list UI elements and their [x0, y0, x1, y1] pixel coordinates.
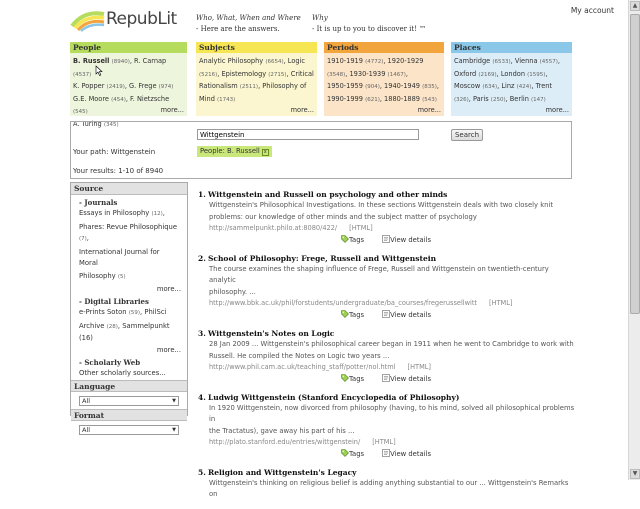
- count-badge: (454): [111, 96, 126, 103]
- category-line: [73, 81, 184, 94]
- format-heading: Format: [71, 409, 187, 421]
- result-snippet: The course examines the shaping influence of Frege, Russell and Wittgenstein on twentieth-century analytic: [209, 265, 549, 284]
- tags-button[interactable]: [341, 375, 364, 383]
- result-snippet: Wittgenstein's thinking on religious belief is adding anything substantial to our ... Wittgenstein's Remarks on: [209, 479, 569, 498]
- details-icon: [382, 375, 390, 383]
- source-item-suffix: ,: [162, 209, 165, 217]
- source-item-suffix: , PhilSci: [140, 308, 167, 316]
- result-number: 2.: [198, 254, 206, 263]
- view-details-label: View details: [390, 450, 431, 458]
- category-link[interactable]: , Linz: [497, 82, 515, 90]
- result-title-link[interactable]: Ludwig Wittgenstein (Stanford Encyclopedia of Philosophy): [208, 393, 460, 402]
- tags-label: Tags: [349, 375, 365, 383]
- count-badge: (250): [490, 96, 506, 103]
- count-badge: (3548): [327, 71, 346, 78]
- result-html-link[interactable]: [HTML]: [372, 438, 396, 446]
- result-url[interactable]: http://plato.stanford.edu/entries/wittgenstein/: [209, 438, 361, 446]
- category-link[interactable]: , 1880-1889: [379, 94, 420, 103]
- tagline-why: [312, 13, 426, 35]
- result-html-link[interactable]: [HTML]: [407, 363, 432, 371]
- source-item[interactable]: [71, 320, 187, 345]
- scroll-up-arrow-icon[interactable]: ▲: [630, 1, 640, 11]
- logo-arcs-icon: [70, 8, 106, 32]
- count-badge: (12): [151, 211, 163, 217]
- result-snippet: philosophy. ...: [209, 288, 256, 296]
- view-details-button[interactable]: [382, 311, 431, 319]
- category-link[interactable]: , 1920-1929: [383, 57, 424, 65]
- language-select-value: All: [82, 397, 91, 405]
- count-badge: (5216): [199, 71, 218, 78]
- count-badge: (634): [482, 84, 498, 90]
- count-badge: (4557): [539, 59, 558, 65]
- count-badge: (2169): [478, 71, 497, 78]
- category-line: [327, 81, 441, 94]
- category-line: [199, 81, 314, 94]
- details-icon: [382, 236, 390, 244]
- filter-tag-label: People: B. Russell: [200, 147, 260, 155]
- result-actions: [198, 310, 576, 320]
- count-badge: (1743): [217, 96, 236, 103]
- count-badge: (59): [128, 310, 141, 316]
- language-select[interactable]: [79, 396, 179, 406]
- tag-icon: [341, 375, 349, 383]
- search-input[interactable]: [197, 129, 419, 140]
- count-badge: (2715): [268, 71, 287, 78]
- category-link[interactable]: , Vienna: [510, 57, 538, 65]
- count-badge: (5): [117, 274, 126, 280]
- periods-box: [324, 42, 444, 116]
- result-title[interactable]: [198, 393, 576, 402]
- source-item[interactable]: [71, 306, 187, 320]
- result-snippet: In 1920 Wittgenstein, now divorced from philosophy (having, to his mind, solved all philosophical problems in: [209, 404, 575, 423]
- source-item[interactable]: [71, 207, 187, 221]
- source-more-link[interactable]: more...: [156, 346, 181, 354]
- category-link[interactable]: Cambridge: [454, 57, 491, 65]
- count-badge: (7): [79, 236, 87, 242]
- count-badge: (4537): [73, 71, 92, 78]
- count-badge: (1467): [387, 71, 406, 78]
- count-badge: (621): [365, 96, 380, 103]
- count-badge: (545): [73, 109, 88, 115]
- category-line: [199, 56, 314, 69]
- category-link[interactable]: , 1930-1939: [345, 69, 386, 78]
- result-title-link[interactable]: School of Philosophy: Frege, Russell and Wittgenstein: [208, 254, 437, 263]
- category-link[interactable]: , Philosophy of: [258, 82, 307, 90]
- periods-heading[interactable]: Periods: [324, 42, 444, 53]
- source-item-label: e-Prints Soton: [79, 308, 127, 316]
- view-details-label: View details: [390, 311, 431, 319]
- category-line: [327, 69, 441, 82]
- count-badge: (8940): [111, 59, 130, 65]
- tags-label: Tags: [349, 311, 365, 319]
- count-badge: (326): [454, 96, 469, 103]
- count-badge: (904): [365, 84, 380, 90]
- result-snippet: the Tractatus), gave away his part of his ...: [209, 427, 355, 435]
- search-result: [198, 254, 576, 320]
- category-line: [327, 56, 441, 69]
- count-badge: (424): [516, 84, 532, 90]
- count-badge: (6654): [265, 59, 284, 65]
- source-item-suffix: ,: [86, 234, 89, 242]
- subjects-heading[interactable]: Subjects: [196, 42, 317, 53]
- source-group-heading[interactable]: - Digital Libraries: [79, 297, 149, 306]
- source-item-label: Phares: Revue Philosophique: [79, 223, 178, 231]
- category-link[interactable]: , R. Carnap: [129, 57, 167, 65]
- source-item-label: Philosophy: [79, 272, 116, 280]
- result-html-link[interactable]: [HTML]: [489, 299, 513, 307]
- category-link[interactable]: , 1940-1949: [379, 82, 420, 90]
- category-line: [199, 69, 314, 82]
- source-item-label: Other scholarly sources...: [79, 369, 166, 377]
- category-link[interactable]: , Logic: [283, 57, 306, 65]
- category-link[interactable]: ,: [545, 69, 548, 78]
- tagline-who-what: [196, 13, 301, 35]
- places-heading[interactable]: Places: [451, 42, 572, 53]
- source-group-heading[interactable]: - Journals: [79, 198, 118, 207]
- view-details-label: View details: [390, 375, 431, 383]
- result-number: 5.: [198, 468, 206, 477]
- result-url-line: [198, 223, 576, 234]
- category-link[interactable]: 1950-1959: [327, 82, 363, 90]
- result-url-line: [198, 362, 576, 373]
- category-link[interactable]: ,: [405, 69, 408, 78]
- source-item-label: Essays in Philosophy: [79, 209, 150, 217]
- language-heading: Language: [71, 380, 187, 392]
- result-number: 1.: [198, 190, 206, 199]
- category-link[interactable]: Rationalism: [199, 82, 238, 90]
- scroll-down-arrow-icon[interactable]: ▼: [630, 469, 640, 479]
- result-html-link[interactable]: [HTML]: [349, 224, 373, 232]
- result-number: 3.: [198, 329, 206, 338]
- result-title[interactable]: [198, 329, 576, 338]
- result-title[interactable]: [198, 468, 576, 477]
- source-item-label: International Journal for Moral: [79, 248, 160, 267]
- category-link[interactable]: B. Russell: [73, 57, 110, 65]
- result-title-link[interactable]: Wittgenstein and Russell on psychology and other minds: [208, 190, 448, 199]
- category-link[interactable]: Mind: [199, 94, 215, 103]
- category-link[interactable]: A. Turing: [73, 119, 102, 128]
- category-line: [454, 81, 569, 94]
- category-link[interactable]: , F. Nietzsche: [125, 94, 170, 103]
- count-badge: (345): [103, 121, 119, 128]
- result-snippet: Wittgenstein's Philosophical Investigations. In these sections Wittgenstein deals with two closely knit: [209, 201, 554, 209]
- count-badge: (28): [106, 324, 118, 330]
- people-more-link[interactable]: more...: [160, 106, 184, 114]
- source-heading: Source: [71, 183, 187, 195]
- tags-button[interactable]: [341, 450, 364, 458]
- people-heading[interactable]: People: [70, 42, 187, 53]
- category-link[interactable]: , Trent: [531, 82, 553, 90]
- source-item[interactable]: [71, 367, 187, 380]
- count-badge: (4772): [365, 59, 384, 65]
- category-link[interactable]: , G. Frege: [124, 82, 157, 90]
- category-link[interactable]: , Berlin: [505, 94, 529, 103]
- category-line: [454, 69, 569, 82]
- count-badge: (6533): [492, 59, 511, 65]
- result-title[interactable]: [198, 254, 576, 263]
- view-details-button[interactable]: [382, 375, 431, 383]
- count-badge: (147): [531, 96, 546, 103]
- source-item-suffix: , Sammelpunkt (16): [79, 322, 170, 342]
- result-url-line: [198, 298, 576, 309]
- tagline-subtitle: - Here are the answers.: [196, 25, 280, 33]
- my-account-link[interactable]: My account: [570, 6, 614, 15]
- result-url-line: [198, 437, 576, 448]
- category-link[interactable]: , Paris: [468, 94, 489, 103]
- source-item[interactable]: [71, 270, 187, 284]
- subjects-more-link[interactable]: more...: [290, 106, 314, 114]
- search-path: Your path: Wittgenstein: [73, 148, 156, 156]
- tagline-title: Why: [312, 14, 328, 22]
- tags-button[interactable]: [341, 236, 364, 244]
- result-actions: [198, 449, 576, 459]
- result-number: 4.: [198, 393, 206, 402]
- places-more-link[interactable]: more...: [545, 106, 569, 114]
- result-actions: [198, 374, 576, 384]
- source-more-link[interactable]: more...: [156, 285, 181, 293]
- result-snippet: problems: our knowledge of other minds and the subject matter of psychology: [209, 213, 477, 221]
- category-link[interactable]: G.E. Moore: [73, 94, 109, 103]
- source-groups: [71, 195, 187, 380]
- result-title[interactable]: [198, 190, 576, 199]
- search-result: [198, 190, 576, 245]
- count-badge: (2419): [106, 84, 125, 90]
- category-link[interactable]: 1910-1919: [327, 57, 363, 65]
- view-details-button[interactable]: [382, 450, 431, 458]
- scrollbar-thumb[interactable]: [630, 14, 640, 314]
- people-box: [70, 42, 187, 128]
- details-icon: [382, 450, 390, 458]
- count-badge: (1595): [527, 71, 546, 78]
- category-link[interactable]: ,: [436, 82, 440, 90]
- results-list: [198, 190, 576, 509]
- republit-logo[interactable]: [70, 8, 190, 34]
- tags-label: Tags: [349, 450, 365, 458]
- category-line: [454, 94, 569, 107]
- category-line: [327, 94, 441, 107]
- category-link[interactable]: Moscow: [454, 82, 481, 90]
- active-filter-tag[interactable]: [197, 146, 272, 157]
- search-button[interactable]: Search: [451, 129, 483, 141]
- tag-icon: [341, 236, 349, 244]
- results-count: Your results: 1-10 of 8940: [70, 164, 572, 179]
- vertical-scrollbar[interactable]: [628, 0, 640, 480]
- source-item-label: Archive: [79, 322, 105, 330]
- search-result: [198, 329, 576, 384]
- category-link[interactable]: , Epistemology: [217, 69, 267, 78]
- source-item[interactable]: [71, 221, 187, 246]
- search-result: [198, 468, 576, 500]
- places-box: [451, 42, 572, 116]
- tagline-subtitle: - It is up to you to discover it! ™: [312, 25, 427, 33]
- tagline-title: Who, What, When and Where: [196, 14, 301, 22]
- count-badge: (974): [158, 84, 174, 90]
- result-title-link[interactable]: Wittgenstein's Notes on Logic: [208, 329, 335, 338]
- search-result: [198, 393, 576, 459]
- result-actions: [198, 235, 576, 245]
- category-link[interactable]: , Critical: [286, 69, 314, 78]
- logo-text: RepubLit: [106, 9, 177, 29]
- source-item[interactable]: [71, 246, 187, 270]
- dropdown-arrow-icon: ▼: [172, 427, 176, 433]
- format-select-value: All: [82, 426, 91, 434]
- category-link[interactable]: , London: [496, 69, 526, 78]
- count-badge: (835): [422, 84, 437, 90]
- result-url[interactable]: http://www.phil.cam.ac.uk/teaching_staff/potter/nol.html: [209, 363, 396, 371]
- dropdown-arrow-icon: ▼: [172, 398, 176, 404]
- category-line: [454, 56, 569, 69]
- category-link[interactable]: 1990-1999: [327, 94, 363, 103]
- tag-icon: [341, 450, 349, 458]
- result-snippet: Russell. He compiled the Notes on Logic two years ...: [209, 352, 390, 360]
- tags-label: Tags: [349, 236, 365, 244]
- result-url[interactable]: http://www.bbk.ac.uk/phil/forstudents/undergraduate/ba_courses/fregerussellwitt: [209, 299, 477, 307]
- tags-button[interactable]: [341, 311, 364, 319]
- category-line: [199, 94, 314, 107]
- tag-icon: [341, 311, 349, 319]
- subjects-box: [196, 42, 317, 116]
- mouse-pointer-icon: [96, 66, 103, 76]
- count-badge: (543): [422, 96, 437, 103]
- details-icon: [382, 311, 390, 319]
- view-details-button[interactable]: [382, 236, 431, 244]
- source-group-heading[interactable]: - Scholarly Web: [79, 358, 141, 367]
- result-title-link[interactable]: Religion and Wittgenstein's Legacy: [208, 468, 357, 477]
- view-details-label: View details: [390, 236, 431, 244]
- result-url[interactable]: http://sammelpunkt.philo.at:8080/422/: [209, 224, 338, 232]
- category-link[interactable]: Analytic Philosophy: [199, 57, 264, 65]
- category-link[interactable]: ,: [557, 57, 561, 65]
- periods-more-link[interactable]: more...: [417, 106, 441, 114]
- filter-sidebar: [70, 182, 188, 434]
- category-link[interactable]: K. Popper: [73, 82, 105, 90]
- format-select[interactable]: [79, 425, 179, 435]
- remove-filter-icon[interactable]: x: [262, 149, 269, 156]
- result-snippet: 28 Jan 2009 ... Wittgenstein's philosophical career began in 1911 when he went to Cambridge to work with: [209, 340, 574, 348]
- category-link[interactable]: Oxford: [454, 69, 477, 78]
- category-line: [73, 56, 184, 81]
- count-badge: (2511): [239, 84, 259, 90]
